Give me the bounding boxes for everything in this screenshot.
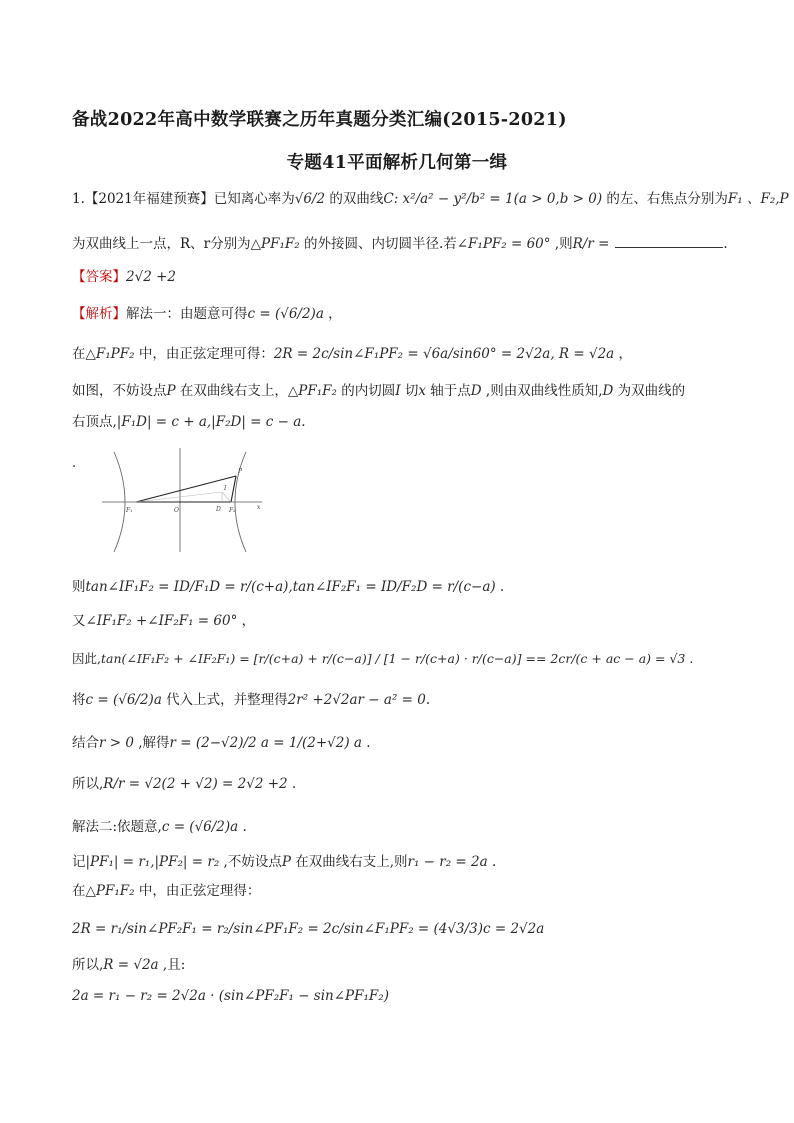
document-title: 备战2022年高中数学联赛之历年真题分类汇编(2015-2021) xyxy=(72,110,567,130)
label-d: D xyxy=(216,506,221,513)
stray-dot: . xyxy=(72,456,77,471)
solution-line-sine: 在△F₁PF₂ 中，由正弦定理可得：2R = 2c/sin∠F₁PF₂ = √6a/sin60° = 2√2a, R = √2a ， xyxy=(72,346,633,362)
solution-line-substitute: 将c = (√6/2)a 代入上式，并整理得2r² +2√2ar − a² = 0. xyxy=(72,692,431,708)
solution-line-in-triangle: 在△PF₁F₂ 中，由正弦定理得： xyxy=(72,883,261,899)
label-p: P xyxy=(238,468,243,475)
hyperbola-figure xyxy=(96,446,266,554)
segment-pf1 xyxy=(136,476,236,502)
solution-line-hence: 因此,tan(∠IF₁F₂ + ∠IF₂F₁) = [r/(c+a) + r/(c−a)] / [1 − r/(c+a) · r/(c−a)] == 2cr/(c + ac − a) = √3 . xyxy=(72,651,694,666)
answer-line xyxy=(72,268,176,286)
solution-line-record: 记|PF₁| = r₁,|PF₂| = r₂ ,不妨设点P 在双曲线右支上,则r₁ − r₂ = 2a . xyxy=(72,854,497,870)
segment-f1i xyxy=(136,492,222,502)
solution-label: 【解析】 xyxy=(72,306,126,322)
solution-line-tan: 则tan∠IF₁F₂ = ID/F₁D = r/(c+a),tan∠IF₂F₁ = ID/F₂D = r/(c−a) . xyxy=(72,579,505,595)
label-o: O xyxy=(174,507,179,514)
label-f1: F₁ xyxy=(126,507,133,514)
solution-line-sum: 又∠IF₁F₂ +∠IF₂F₁ = 60° ， xyxy=(72,613,256,629)
problem-line-2: 为双曲线上一点，R、r分别为△PF₁F₂ 的外接圆、内切圆半径.若∠F₁PF₂ = 60° ,则R/r = . xyxy=(72,236,728,252)
document-subtitle: 专题41平面解析几何第一缉 xyxy=(286,153,508,173)
solution-equation-1: 2R = r₁/sin∠PF₂F₁ = r₂/sin∠PF₁F₂ = 2c/sin∠F₁PF₂ = (4√3/3)c = 2√2a xyxy=(72,921,545,937)
segment-if2 xyxy=(222,492,231,502)
solution-line-so: 所以,R/r = √2(2 + √2) = 2√2 +2 . xyxy=(72,776,297,792)
solution-line-1: 【解析】解法一：由题意可得c = (√6/2)a ， xyxy=(72,306,342,322)
answer-value: 2√2 +2 xyxy=(126,269,176,285)
label-f2: F₂ xyxy=(229,507,236,514)
label-x: x xyxy=(257,504,261,511)
solution-line-figure: 如图，不妨设点P 在双曲线右支上，△PF₁F₂ 的内切圆I 切x 轴于点D ,则由双曲线性质知,D 为双曲线的 xyxy=(72,383,686,399)
label-i: I xyxy=(224,485,227,492)
solution-line-method2: 解法二:依题意,c = (√6/2)a . xyxy=(72,819,247,835)
answer-blank xyxy=(615,235,723,248)
problem-line-1: 1.【2021年福建预赛】已知离心率为√6/2 的双曲线C: x²/a² − y²/b² = 1(a > 0,b > 0) 的左、右焦点分别为F₁ 、F₂,P xyxy=(72,191,789,207)
solution-line-vertex: 右顶点,|F₁D| = c + a,|F₂D| = c − a. xyxy=(72,414,306,430)
solution-line-combine: 结合r > 0 ,解得r = (2−√2)/2 a = 1/(2+√2) a . xyxy=(72,735,371,751)
solution-line-so2: 所以,R = √2a ,且: xyxy=(72,957,186,973)
answer-label: 【答案】 xyxy=(72,269,126,285)
solution-equation-2: 2a = r₁ − r₂ = 2√2a · (sin∠PF₂F₁ − sin∠PF₁F₂) xyxy=(72,988,389,1004)
